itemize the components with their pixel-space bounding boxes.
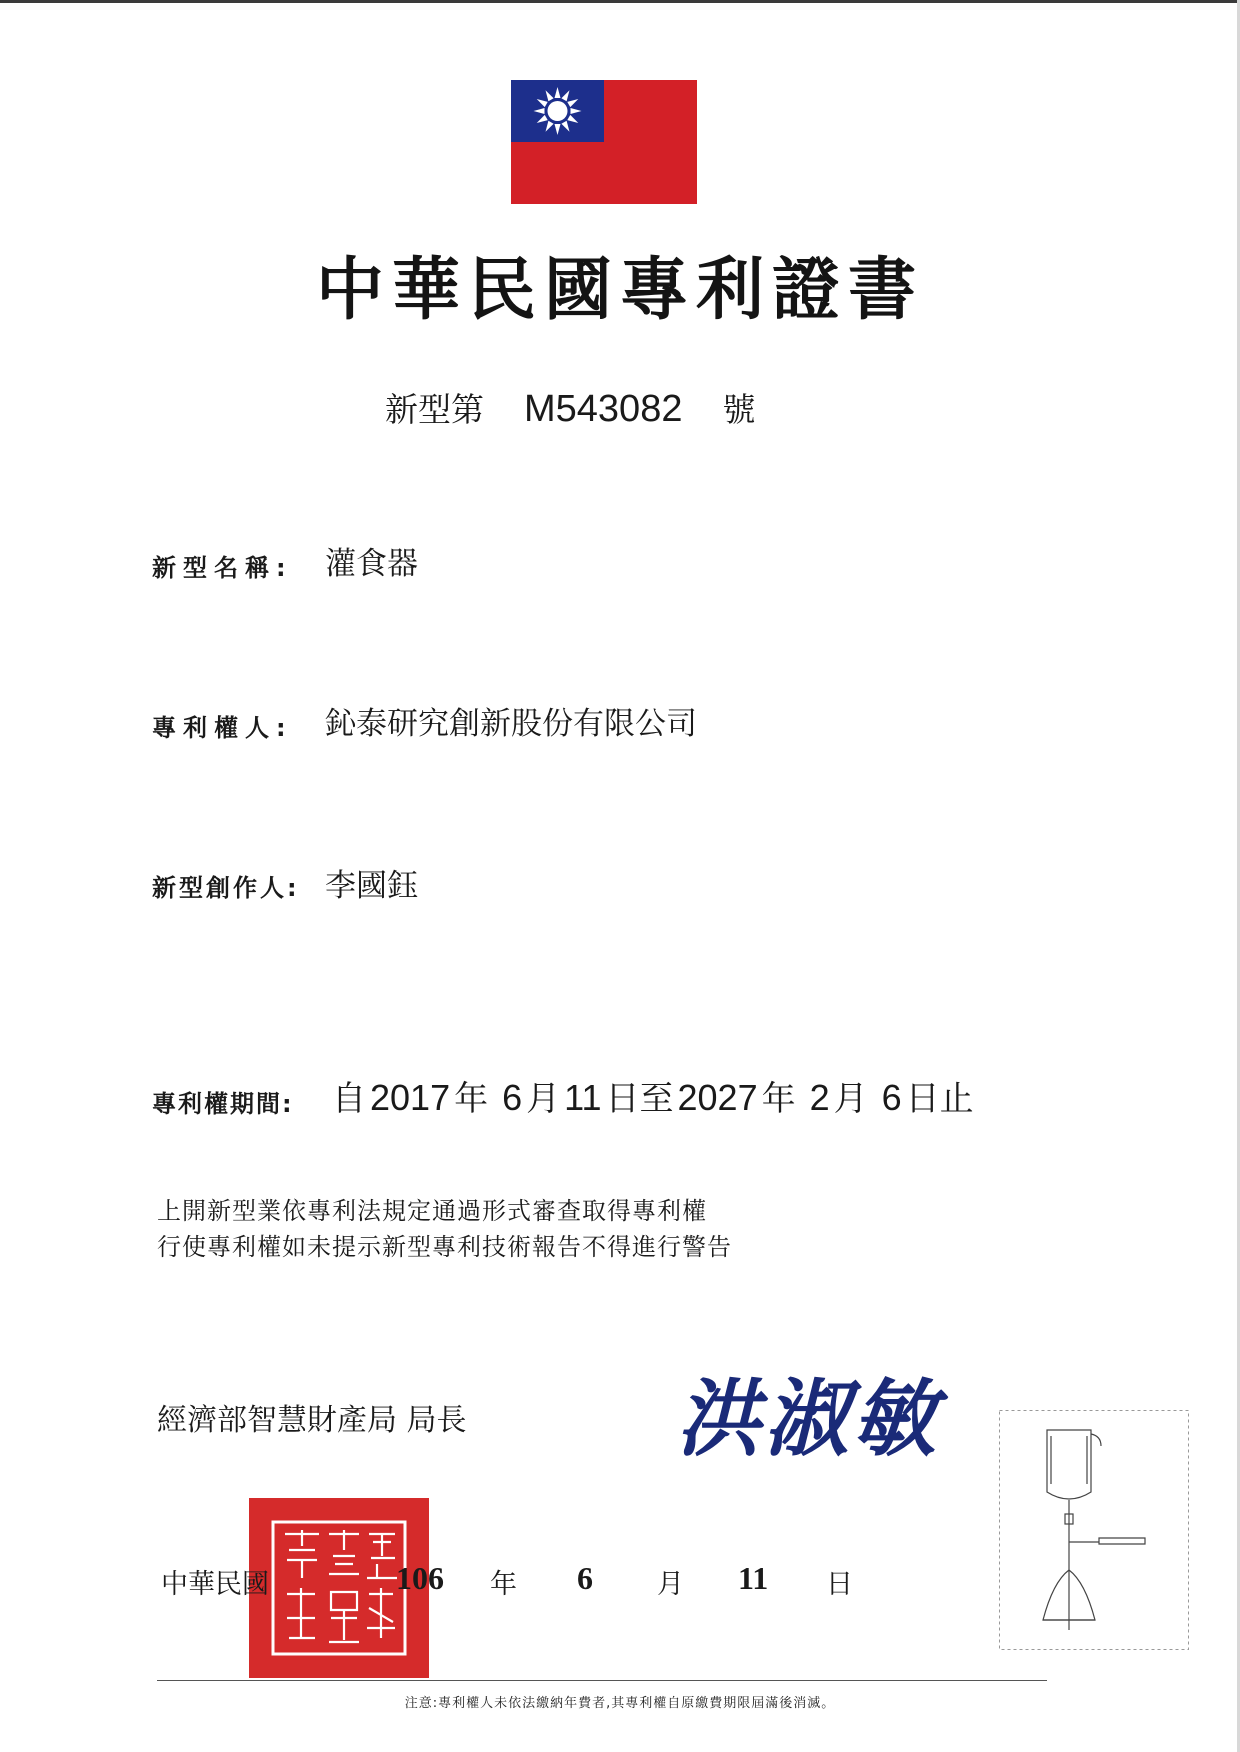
period-end-word: 止 [939,1079,974,1119]
patent-number: M543082 [524,388,683,430]
period-end-month: 2 [809,1077,830,1118]
device-drawing [999,1410,1189,1650]
top-border [0,0,1240,3]
period-end-day: 6 [881,1077,902,1118]
issue-date-day: 11 [738,1560,769,1596]
footer-note: 注意:專利權人未依法繳納年費者,其專利權自原繳費期限屆滿後消滅。 [404,1696,836,1711]
period-from-word: 自 [332,1079,366,1119]
notice-line-1: 上開新型業依專利法規定通過形式審查取得專利權 [157,1197,707,1225]
period-end-year: 2027 [677,1077,758,1118]
patent-period [332,1071,974,1120]
period-end-year-unit: 年 [761,1079,796,1119]
period-start-year: 2017 [370,1077,451,1118]
period-month-unit: 月 [526,1079,561,1119]
issue-date-day-unit: 日 [826,1569,853,1600]
issue-date-month-unit: 月 [657,1569,684,1600]
period-end-day-unit: 日 [905,1079,940,1119]
patent-number-suffix: 號 [722,390,756,429]
patent-number-line [385,384,755,431]
issue-date-era: 中華民國 [161,1569,269,1600]
period-year-unit: 年 [454,1079,489,1119]
flag-icon [511,80,697,204]
period-start-day: 11 [564,1077,602,1118]
issuer: 經濟部智慧財產局 局長 [157,1403,467,1438]
period-end-month-unit: 月 [833,1079,868,1119]
creator-label: 新型創作人: [152,874,300,902]
period-start-month: 6 [502,1077,523,1118]
name-value: 灌食器 [325,546,418,582]
name-label: 新型名稱: [152,554,293,582]
footer-divider [157,1680,1047,1681]
patent-number-prefix: 新型第 [385,390,484,429]
creator-value: 李國鈺 [325,868,418,904]
period-day-unit: 日 [605,1079,640,1119]
notice-line-2: 行使專利權如未提示新型專利技術報告不得進行警告 [157,1233,732,1261]
period-to-word: 至 [639,1079,674,1119]
signature [676,1362,966,1472]
issue-date-year: 106 [396,1560,444,1596]
owner-value: 鈊泰研究創新股份有限公司 [325,706,697,742]
signature-text: 洪淑敏 [676,1369,941,1468]
issue-date-year-unit: 年 [490,1569,517,1600]
period-label: 專利權期間: [152,1090,294,1118]
issue-date-month: 6 [577,1560,593,1596]
certificate-title: 中華民國專利證書 [315,250,924,330]
owner-label: 專利權人: [152,714,293,742]
